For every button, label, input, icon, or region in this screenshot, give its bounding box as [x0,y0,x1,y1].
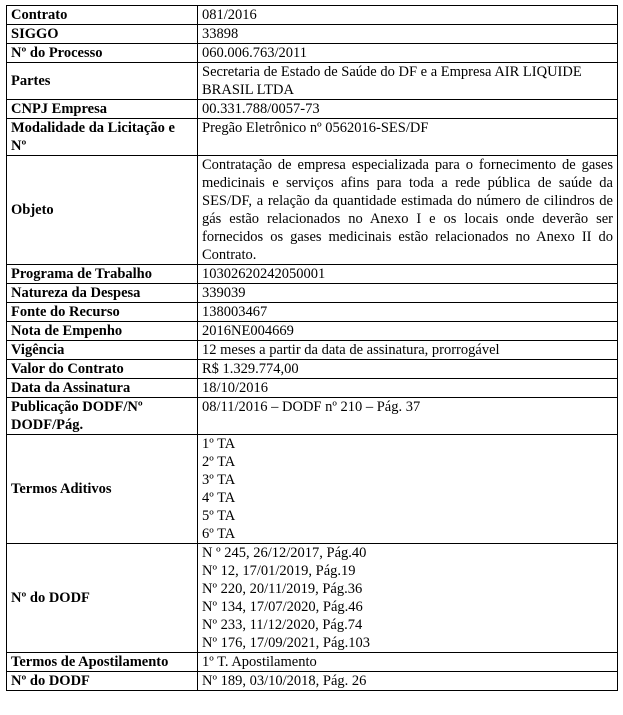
value-programa: 10302620242050001 [198,265,618,284]
list-item: 2º TA [202,454,236,470]
label-valor: Valor do Contrato [7,360,198,379]
row-vigencia [7,341,618,360]
list-item: 5º TA [202,508,236,524]
row-contrato [7,6,618,25]
label-dodf-aditivos: Nº do DODF [7,544,198,653]
label-cnpj: CNPJ Empresa [7,100,198,119]
value-modalidade: Pregão Eletrônico nº 0562016-SES/DF [198,119,618,156]
value-cnpj: 00.331.788/0057-73 [198,100,618,119]
value-dodf-aditivos [198,544,618,653]
label-programa: Programa de Trabalho [7,265,198,284]
label-processo: Nº do Processo [7,44,198,63]
label-objeto: Objeto [7,156,198,265]
label-publicacao: Publicação DODF/Nº DODF/Pág. [7,398,198,435]
row-fonte [7,303,618,322]
value-publicacao: 08/11/2016 – DODF nº 210 – Pág. 37 [198,398,618,435]
contract-table [6,5,618,691]
label-empenho: Nota de Empenho [7,322,198,341]
list-item: 4º TA [202,490,236,506]
row-siggo [7,25,618,44]
label-termos-aditivos: Termos Aditivos [7,435,198,544]
row-dodf-aditivos [7,544,618,653]
label-natureza: Natureza da Despesa [7,284,198,303]
value-data-assinatura: 18/10/2016 [198,379,618,398]
value-valor: R$ 1.329.774,00 [198,360,618,379]
value-natureza: 339039 [198,284,618,303]
label-contrato: Contrato [7,6,198,25]
row-modalidade [7,119,618,156]
row-termos-apostilamento [7,653,618,672]
row-objeto [7,156,618,265]
row-valor [7,360,618,379]
value-contrato: 081/2016 [198,6,618,25]
row-dodf-apostilamento [7,672,618,691]
label-termos-apostilamento: Termos de Apostilamento [7,653,198,672]
list-item: 1º TA [202,436,236,452]
list-item: Nº 12, 17/01/2019, Pág.19 [202,563,356,579]
row-programa [7,265,618,284]
list-item: Nº 220, 20/11/2019, Pág.36 [202,581,363,597]
list-item: 6º TA [202,526,236,542]
row-processo [7,44,618,63]
label-vigencia: Vigência [7,341,198,360]
list-item: N º 245, 26/12/2017, Pág.40 [202,545,367,561]
value-dodf-apostilamento: Nº 189, 03/10/2018, Pág. 26 [198,672,618,691]
row-publicacao [7,398,618,435]
row-data-assinatura [7,379,618,398]
list-item: Nº 134, 17/07/2020, Pág.46 [202,599,363,615]
row-cnpj [7,100,618,119]
value-empenho: 2016NE004669 [198,322,618,341]
value-vigencia: 12 meses a partir da data de assinatura, prorrogável [198,341,618,360]
row-partes [7,63,618,100]
value-objeto: Contratação de empresa especializada para o fornecimento de gases medicinais e serviços afins para toda a rede pública de saúde da SES/DF, a relação da quantidade estimada do número de cilindros de gás estão relacionados no Anexo I e os locais onde deverão ser fornecidos os gases medicinais estão relacionados no Anexo II do Contrato. [198,156,618,265]
row-empenho [7,322,618,341]
list-item: 3º TA [202,472,236,488]
row-termos-aditivos [7,435,618,544]
label-partes: Partes [7,63,198,100]
label-dodf-apostilamento: Nº do DODF [7,672,198,691]
list-item: Nº 176, 17/09/2021, Pág.103 [202,635,371,651]
value-processo: 060.006.763/2011 [198,44,618,63]
value-partes: Secretaria de Estado de Saúde do DF e a Empresa AIR LIQUIDE BRASIL LTDA [198,63,618,100]
value-termos-apostilamento: 1º T. Apostilamento [198,653,618,672]
value-termos-aditivos [198,435,618,544]
label-data-assinatura: Data da Assinatura [7,379,198,398]
label-fonte: Fonte do Recurso [7,303,198,322]
value-fonte: 138003467 [198,303,618,322]
row-natureza [7,284,618,303]
value-siggo: 33898 [198,25,618,44]
label-modalidade: Modalidade da Licitação e Nº [7,119,198,156]
label-siggo: SIGGO [7,25,198,44]
list-item: Nº 233, 11/12/2020, Pág.74 [202,617,363,633]
